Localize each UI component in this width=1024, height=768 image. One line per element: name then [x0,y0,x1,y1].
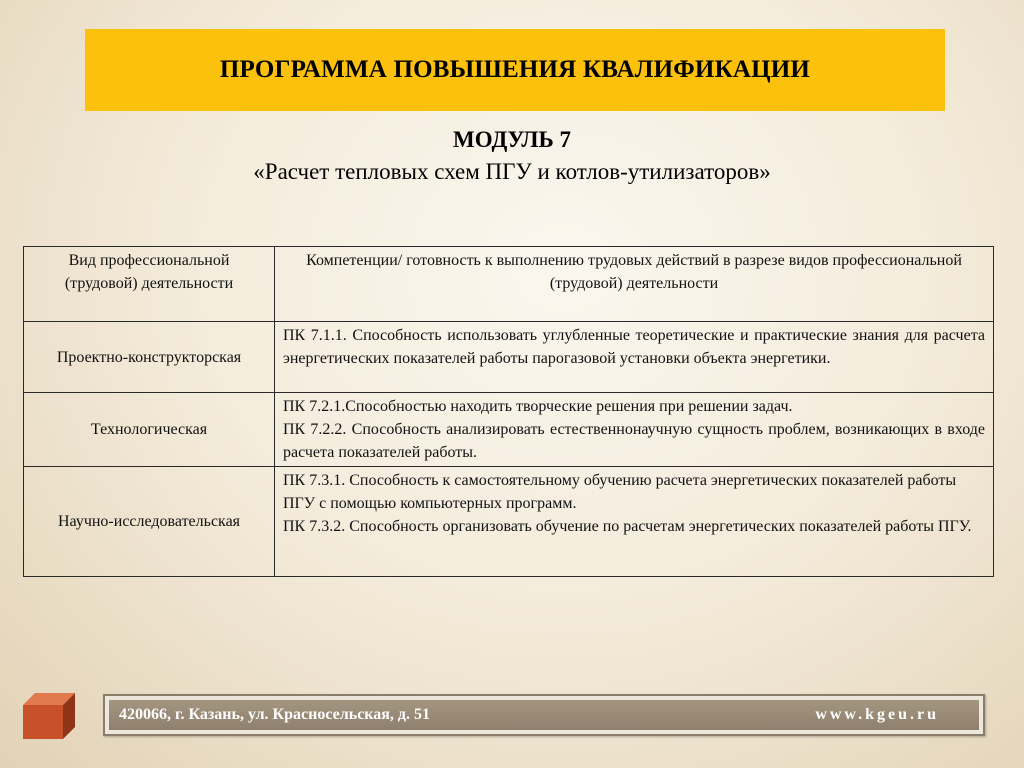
table-row [24,467,994,577]
table-row [24,393,994,467]
competencies-cell [275,322,994,393]
footer-website-link[interactable]: www.kgeu.ru [815,706,939,723]
competencies-cell [275,393,994,467]
table-row [24,322,994,393]
module-subtitle: «Расчет тепловых схем ПГУ и котлов-утилизаторов» [253,159,771,184]
brick-icon [23,693,75,739]
competency-item: ПК 7.2.1.Способностью находить творческие решения при решении задач. [283,398,793,415]
title-banner [85,29,945,111]
header-activity-kind: Вид профессиональной (трудовой) деятельности [24,247,275,322]
module-title: МОДУЛЬ 7 [453,127,571,152]
competencies-table [23,246,994,577]
competency-item: ПК 7.1.1. Способность использовать углубленные теоретические и практические знания для расчета энергетических показателей работы парогазовой установки объекта энергетики. [283,327,985,367]
competency-item: ПК 7.2.2. Способность анализировать естественнонаучную сущность проблем, возникающих в входе расчета показателей работы. [283,421,985,461]
header-competencies: Компетенции/ готовность к выполнению трудовых действий в разрезе видов профессиональной (трудовой) деятельности [275,247,994,322]
footer-address: 420066, г. Казань, ул. Красносельская, д. 51 [119,706,431,723]
footer-inner [109,700,979,730]
competencies-cell [275,467,994,577]
table-header-row [24,247,994,322]
competency-item: ПК 7.3.1. Способность к самостоятельному обучению расчета энергетических показателей работы ПГУ с помощью компьютерных программ. [283,472,957,512]
activity-kind-cell: Научно-исследовательская [24,467,275,577]
activity-kind-cell: Технологическая [24,393,275,467]
activity-kind-cell: Проектно-конструкторская [24,322,275,393]
footer-bar [103,694,985,736]
page-title: ПРОГРАММА ПОВЫШЕНИЯ КВАЛИФИКАЦИИ [219,56,811,83]
competency-item: ПК 7.3.2. Способность организовать обучение по расчетам энергетических показателей работы ПГУ. [283,518,972,535]
